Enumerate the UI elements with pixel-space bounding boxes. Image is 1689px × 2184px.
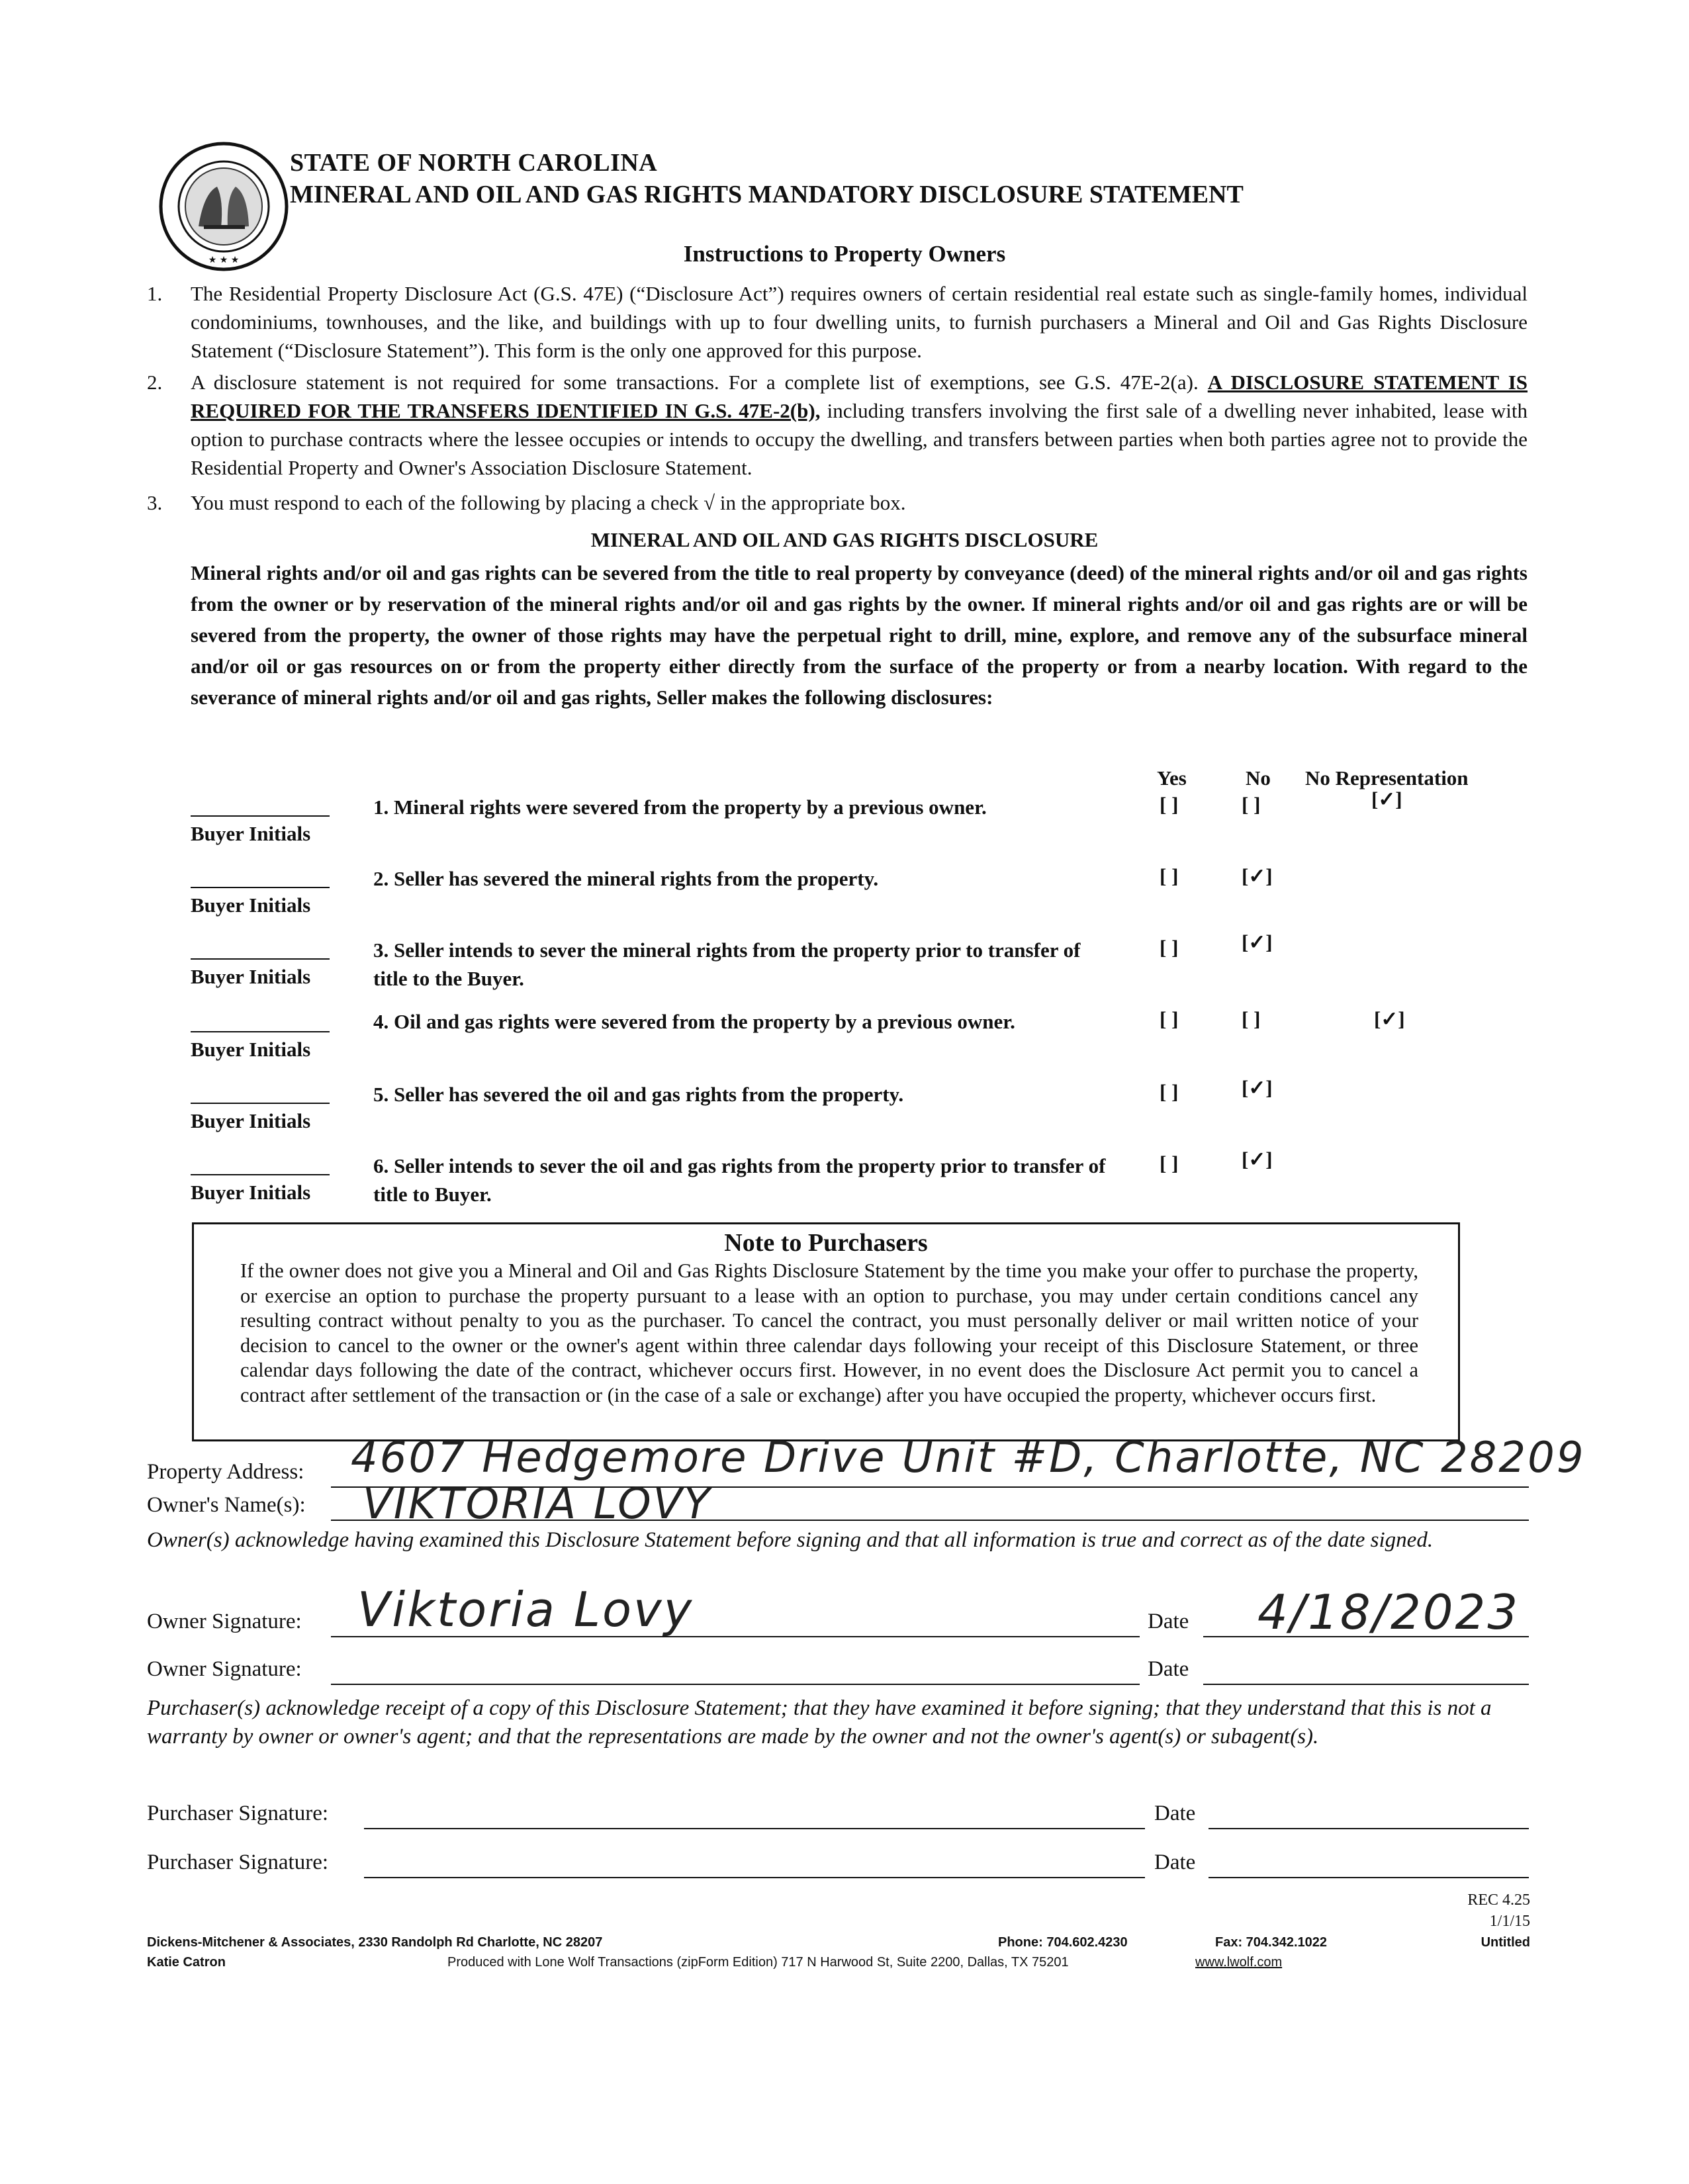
purchaser-signature-line-2[interactable] bbox=[364, 1877, 1145, 1878]
purchaser-signature-line-1[interactable] bbox=[364, 1828, 1145, 1829]
fax-number: Fax: 704.342.1022 bbox=[1215, 1935, 1328, 1950]
owner-date-field[interactable]: 4/18/2023 bbox=[1257, 1584, 1520, 1640]
buyer-initials-line[interactable] bbox=[191, 887, 330, 888]
disclosure-question-2: 2. Seller has severed the mineral rights from the property. bbox=[373, 867, 879, 890]
disclosure-intro: Mineral rights and/or oil and gas rights can be severed from the title to real property by conveyance (deed) of the mineral rights and/or oil and gas rights from the owner or by reservation of the mineral rights and/or oil and gas rights by the owner. If mineral rights and/or oil and gas rights are or will be severed from the property, the owner of those rights may have the perpetual right to drill, mine, explore, and remove any of the subsurface mineral and/or oil or gas resources on or from the property either directly from the surface of the property or from a nearby location. With regard to the severance of mineral rights and/or oil and gas rights, Seller makes the following disclosures: bbox=[191, 561, 1528, 709]
date-label: Date bbox=[1154, 1850, 1196, 1874]
yes-checkbox[interactable]: [ ] bbox=[1160, 936, 1179, 959]
no-checkbox-checked[interactable]: [✓] bbox=[1242, 1148, 1273, 1171]
purchaser-signature-label: Purchaser Signature: bbox=[147, 1801, 329, 1825]
buyer-initials-line[interactable] bbox=[191, 1031, 330, 1032]
owner-signature-line-2[interactable] bbox=[331, 1684, 1140, 1685]
buyer-initials-line[interactable] bbox=[191, 1103, 330, 1104]
buyer-initials-label: Buyer Initials bbox=[191, 822, 311, 845]
no-representation-checkbox-checked[interactable]: [✓] bbox=[1371, 788, 1402, 811]
yes-checkbox[interactable]: [ ] bbox=[1160, 793, 1179, 816]
agent-name: Katie Catron bbox=[147, 1955, 226, 1970]
buyer-initials-line[interactable] bbox=[191, 958, 330, 960]
phone-number: Phone: 704.602.4230 bbox=[998, 1935, 1128, 1950]
owner-names-field[interactable]: VIKTORIA LOVY bbox=[363, 1480, 712, 1529]
buyer-initials-label: Buyer Initials bbox=[191, 965, 311, 988]
required-transfers-notice: A DISCLOSURE STATEMENT IS REQUIRED FOR THE TRANSFERS IDENTIFIED IN G.S. 47E-2(b), bbox=[191, 371, 1528, 422]
column-header-yes: Yes bbox=[1157, 766, 1187, 790]
no-checkbox-checked[interactable]: [✓] bbox=[1242, 864, 1273, 887]
instruction-number: 1. bbox=[147, 282, 163, 305]
instruction-item-3: You must respond to each of the following by placing a check √ in the appropriate box. bbox=[191, 491, 906, 514]
purchaser-date-line-2[interactable] bbox=[1209, 1877, 1529, 1878]
disclosure-question-1: 1. Mineral rights were severed from the property by a previous owner. bbox=[373, 796, 987, 819]
form-date: 1/1/15 bbox=[1489, 1913, 1530, 1930]
buyer-initials-label: Buyer Initials bbox=[191, 893, 311, 917]
disclosure-question-3: 3. Seller intends to sever the mineral rights from the property prior to transfer of title to the Buyer. bbox=[373, 938, 1081, 990]
instructions-title: Instructions to Property Owners bbox=[683, 241, 1006, 267]
purchaser-acknowledgement: Purchaser(s) acknowledge receipt of a copy of this Disclosure Statement; that they have examined it before signing; that they understand that this is not a warranty by owner or owner's agent; and that the representations are made by the owner and not the owner's agent(s) or subagent(s). bbox=[147, 1696, 1492, 1749]
instruction-text: including transfers involving the first sale of a dwelling never inhabited, lease with option to purchase contracts where the lessee occupies or intends to occupy the dwelling, and transfers between parties when both parties agree not to provide the Residential Property and Owner's Association Disclosure Statement. bbox=[191, 399, 1528, 479]
buyer-initials-label: Buyer Initials bbox=[191, 1038, 311, 1061]
column-header-no: No bbox=[1246, 766, 1271, 790]
instruction-number: 3. bbox=[147, 491, 163, 514]
note-title: Note to Purchasers bbox=[724, 1229, 928, 1257]
form-state-heading: STATE OF NORTH CAROLINA bbox=[290, 149, 658, 177]
lone-wolf-link[interactable]: www.lwolf.com bbox=[1195, 1955, 1283, 1970]
buyer-initials-line[interactable] bbox=[191, 815, 330, 817]
disclosure-title: MINERAL AND OIL AND GAS RIGHTS DISCLOSURE bbox=[590, 528, 1099, 551]
form-title: MINERAL AND OIL AND GAS RIGHTS MANDATORY DISCLOSURE STATEMENT bbox=[290, 181, 1244, 208]
owner-names-label: Owner's Name(s): bbox=[147, 1493, 306, 1517]
date-label: Date bbox=[1148, 1657, 1189, 1681]
owner-signature-label: Owner Signature: bbox=[147, 1610, 302, 1633]
note-to-purchasers-box bbox=[192, 1222, 1460, 1441]
instruction-number: 2. bbox=[147, 371, 163, 394]
purchaser-signature-label: Purchaser Signature: bbox=[147, 1850, 329, 1874]
yes-checkbox[interactable]: [ ] bbox=[1160, 1007, 1179, 1030]
instruction-item-2 bbox=[191, 368, 1528, 482]
form-id: REC 4.25 bbox=[1467, 1891, 1530, 1909]
yes-checkbox[interactable]: [ ] bbox=[1160, 864, 1179, 887]
yes-checkbox[interactable]: [ ] bbox=[1160, 1152, 1179, 1175]
note-body: If the owner does not give you a Mineral and Oil and Gas Rights Disclosure Statement by the time you make your offer to purchase the property, or exercise an option to purchase the property pursuant to a lease with an option to purchase, you may under certain conditions cancel any resulting contract without penalty to you as the purchaser. To cancel the contract, you must personally deliver or mail written notice of your decision to cancel to the owner or the owner's agent within three calendar days following your receipt of this Disclosure Statement, or three calendar days following the date of the contract, whichever occurs first. However, in no event does the Disclosure Act permit you to cancel a contract after settlement of the transaction or (in the case of a sale or exchange) after you have occupied the property, whichever occurs first. bbox=[240, 1259, 1418, 1406]
yes-checkbox[interactable]: [ ] bbox=[1160, 1080, 1179, 1103]
svg-text:★ ★ ★: ★ ★ ★ bbox=[208, 255, 240, 265]
disclosure-question-4: 4. Oil and gas rights were severed from the property by a previous owner. bbox=[373, 1010, 1015, 1033]
produced-with-notice: Produced with Lone Wolf Transactions (zipForm Edition) 717 N Harwood St, Suite 2200, Dallas, TX 75201 bbox=[447, 1955, 1069, 1970]
date-label: Date bbox=[1148, 1610, 1189, 1633]
document-name: Untitled bbox=[1481, 1935, 1530, 1950]
buyer-initials-line[interactable] bbox=[191, 1174, 330, 1175]
no-representation-checkbox-checked[interactable]: [✓] bbox=[1374, 1007, 1405, 1030]
purchaser-date-line-1[interactable] bbox=[1209, 1828, 1529, 1829]
owner-acknowledgement: Owner(s) acknowledge having examined this Disclosure Statement before signing and that all information is true and correct as of the date signed. bbox=[147, 1528, 1434, 1552]
property-address-label: Property Address: bbox=[147, 1460, 304, 1484]
date-label: Date bbox=[1154, 1801, 1196, 1825]
no-checkbox[interactable]: [ ] bbox=[1242, 793, 1261, 816]
no-checkbox-checked[interactable]: [✓] bbox=[1242, 931, 1273, 954]
buyer-initials-label: Buyer Initials bbox=[191, 1109, 311, 1132]
disclosure-question-5: 5. Seller has severed the oil and gas rights from the property. bbox=[373, 1083, 904, 1106]
no-checkbox[interactable]: [ ] bbox=[1242, 1007, 1261, 1030]
no-checkbox-checked[interactable]: [✓] bbox=[1242, 1076, 1273, 1099]
disclosure-question-6: 6. Seller intends to sever the oil and gas rights from the property prior to transfer of title to Buyer. bbox=[373, 1154, 1106, 1206]
instruction-item-1: The Residential Property Disclosure Act (G.S. 47E) (“Disclosure Act”) requires owners of certain residential real estate such as single-family homes, individual condominiums, townhouses, and the like, and buildings with up to four dwelling units, to furnish purchasers a Mineral and Oil and Gas Rights Disclosure Statement (“Disclosure Statement”). This form is the only one approved for this purpose. bbox=[191, 282, 1528, 362]
brokerage-info: Dickens-Mitchener & Associates, 2330 Randolph Rd Charlotte, NC 28207 bbox=[147, 1935, 603, 1950]
instruction-text: A disclosure statement is not required for some transactions. For a complete list of exemptions, see G.S. 47E-2(a). bbox=[191, 371, 1199, 394]
column-header-no-representation: No Representation bbox=[1305, 766, 1469, 790]
owner-date-line-2[interactable] bbox=[1203, 1684, 1529, 1685]
property-address-field[interactable]: 4607 Hedgemore Drive Unit #D, Charlotte, NC 28209 bbox=[351, 1433, 1586, 1482]
buyer-initials-label: Buyer Initials bbox=[191, 1181, 311, 1204]
owner-signature-field[interactable]: Viktoria Lovy bbox=[357, 1582, 694, 1637]
owner-signature-label: Owner Signature: bbox=[147, 1657, 302, 1681]
